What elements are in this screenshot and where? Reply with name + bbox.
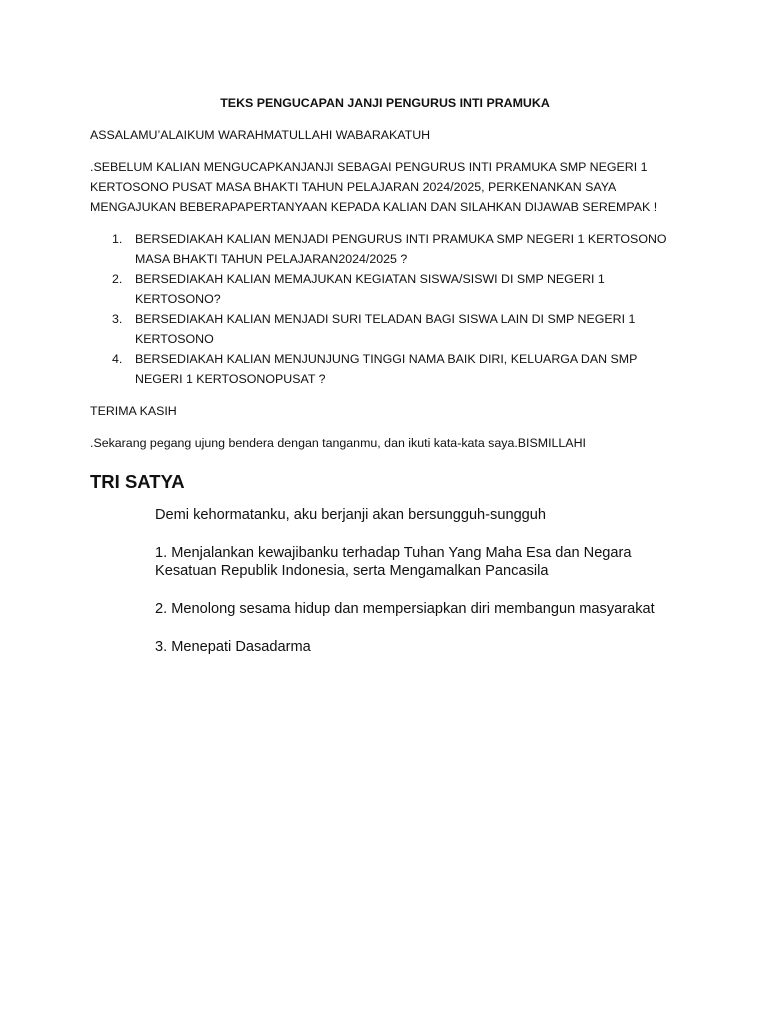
question-text: BERSEDIAKAH KALIAN MENJADI PENGURUS INTI PRAMUKA SMP NEGERI 1 KERTOSONO MASA BHAKTI TAHUN PELAJARAN2024/2025 ?	[135, 232, 667, 266]
question-list	[90, 229, 680, 389]
greeting-text: ASSALAMU’ALAIKUM WARAHMATULLAHI WABARAKATUH	[90, 128, 431, 142]
intro-paragraph: .SEBELUM KALIAN MENGUCAPKANJANJI SEBAGAI PENGURUS INTI PRAMUKA SMP NEGERI 1 KERTOSONO PUSAT MASA BHAKTI TAHUN PELAJARAN 2024/2025, PERKENANKAN SAYA MENGAJUKAN BEBERAPAPERTANYAAN KEPADA KALIAN DAN SILAHKAN DIJAWAB SEREMPAK !	[90, 160, 658, 214]
document-title: TEKS PENGUCAPAN JANJI PENGURUS INTI PRAMUKA	[220, 96, 550, 110]
pledge-point: 3. Menepati Dasadarma	[155, 639, 311, 655]
question-number: 4.	[112, 352, 123, 366]
question-text: BERSEDIAKAH KALIAN MEMAJUKAN KEGIATAN SISWA/SISWI DI SMP NEGERI 1 KERTOSONO?	[135, 272, 605, 306]
pledge-point: 2. Menolong sesama hidup dan mempersiapkan diri membangun masyarakat	[155, 601, 655, 617]
tri-satya-heading: TRI SATYA	[90, 471, 185, 492]
question-item	[90, 229, 680, 269]
document-body	[90, 93, 680, 676]
thanks-text: TERIMA KASIH	[90, 404, 177, 418]
instruction-text: .Sekarang pegang ujung bendera dengan tanganmu, dan ikuti kata-kata saya.BISMILLAHI	[90, 436, 586, 450]
question-number: 1.	[112, 232, 123, 246]
pledge-point: 1. Menjalankan kewajibanku terhadap Tuhan Yang Maha Esa dan Negara Kesatuan Republik Indonesia, serta Mengamalkan Pancasila	[155, 545, 632, 579]
pledge-opening: Demi kehormatanku, aku berjanji akan bersungguh-sungguh	[155, 507, 547, 523]
question-item	[90, 349, 680, 389]
question-text: BERSEDIAKAH KALIAN MENJADI SURI TELADAN BAGI SISWA LAIN DI SMP NEGERI 1 KERTOSONO	[135, 312, 636, 346]
question-number: 3.	[112, 312, 123, 326]
question-item	[90, 269, 680, 309]
question-number: 2.	[112, 272, 123, 286]
question-item	[90, 309, 680, 349]
tri-satya-pledge	[155, 506, 685, 656]
question-text: BERSEDIAKAH KALIAN MENJUNJUNG TINGGI NAMA BAIK DIRI, KELUARGA DAN SMP NEGERI 1 KERTOSONOPUSAT ?	[135, 352, 638, 386]
